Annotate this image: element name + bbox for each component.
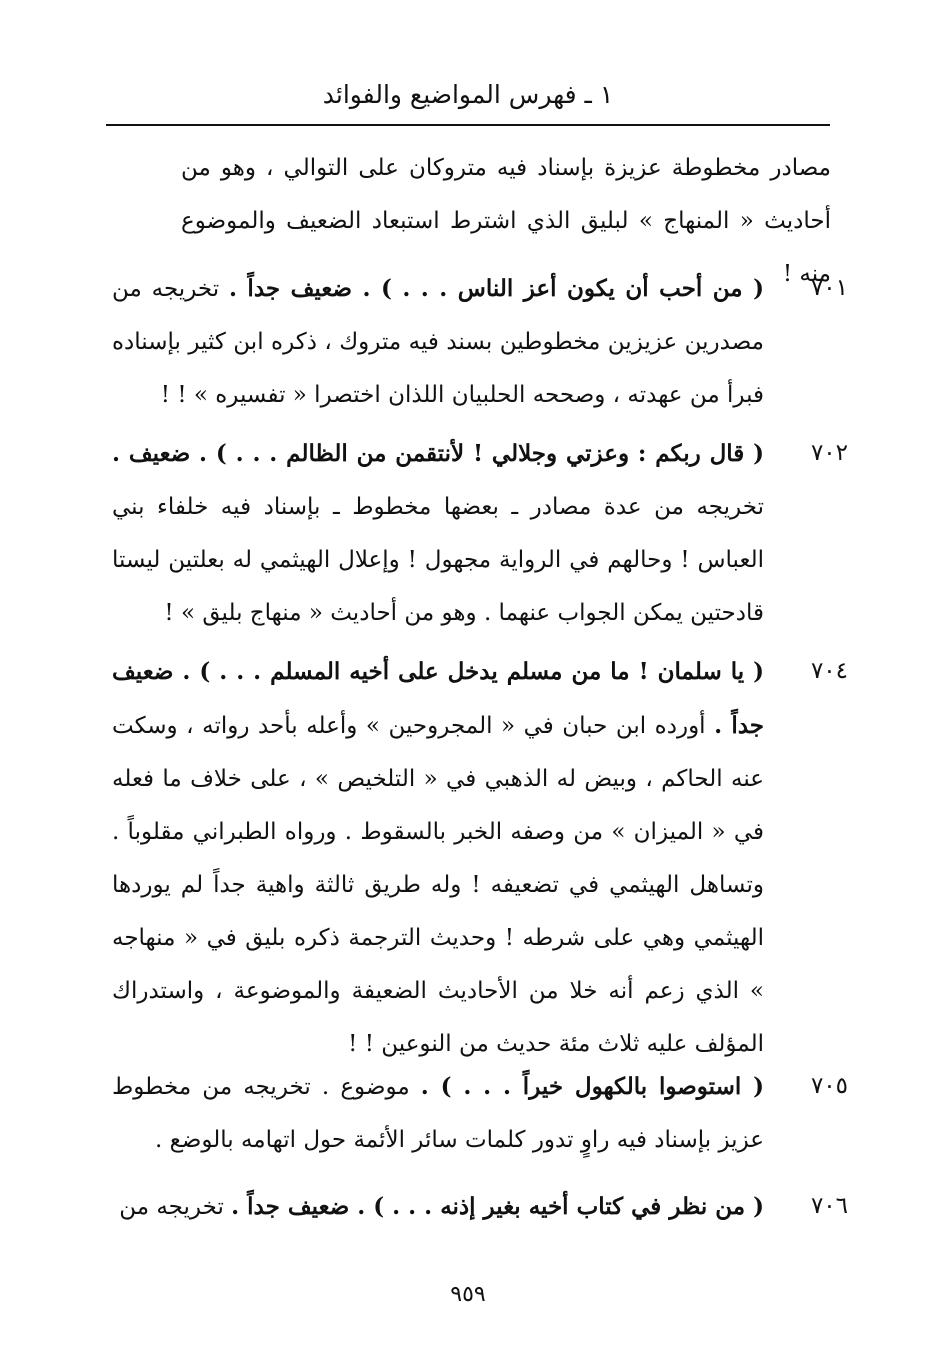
hadith-title: ( من أحب أن يكون أعز الناس . . . ) . ضعيف جداً . — [228, 275, 764, 302]
entry-number: ٧٠٦ — [810, 1193, 848, 1219]
page-header-title: ١ ـ فهرس المواضيع والفوائد — [322, 80, 614, 109]
entry-number: ٧٠١ — [810, 275, 848, 301]
entry-text — [112, 645, 764, 1071]
entry-number: ٧٠٢ — [810, 440, 848, 466]
entry-commentary: أورده ابن حبان في « المجروحين » وأعله بأحد رواته ، وسكت عنه الحاكم ، وبيض له الذهبي في « التلخيص » ، على خلاف ما فعله في « الميزان » من وصفه الخبر بالسقوط . ورواه الطبراني مقلوباً . وتساهل الهيثمي في تضعيفه ! وله طريق ثالثة واهية جداً لم يوردها الهيثمي وهي على شرطه ! وحديث الترجمة ذكره بليق في « منهاجه » الذي زعم أنه خلا من الأحاديث الضعيفة والموضوعة ، واستدراك المؤلف عليه ثلاث مئة حديث من النوعين ! ! — [112, 713, 764, 1057]
entry-text — [112, 262, 764, 422]
hadith-title: ( يا سلمان ! ما من مسلم يدخل على أخيه المسلم . . . ) . ضعيف جداً . — [112, 658, 764, 739]
entry-commentary: تخريجه من عدة مصادر ـ بعضها مخطوط ـ بإسناد فيه خلفاء بني العباس ! وحالهم في الرواية مجهول ! وإعلال الهيثمي له بعلتين ليستا قادحتين يمكن الجواب عنهما . وهو من أحاديث « منهاج بليق » ! — [112, 494, 764, 626]
intro-paragraph: مصادر مخطوطة عزيزة بإسناد فيه متروكان على التوالي ، وهو من أحاديث « المنهاج » لبليق الذي اشترط استبعاد الضعيف والموضوع منه ! — [181, 155, 831, 287]
entry-number: ٧٠٥ — [810, 1073, 848, 1099]
entry-commentary: تخريجه من مصدرين عزيزين مخطوطين بسند فيه متروك ، ذكره ابن كثير بإسناده فبرأ من عهدته ، وصححه الحلبيان اللذان اختصرا « تفسيره » ! ! — [112, 276, 764, 408]
entry-commentary: موضوع . تخريجه من مخطوط عزيز بإسناد فيه راوٍ تدور كلمات سائر الأئمة حول اتهامه بالوضع . — [112, 1074, 764, 1153]
entry-commentary: تخريجه من — [119, 1194, 232, 1220]
entry-number: ٧٠٤ — [810, 658, 848, 684]
header-divider — [106, 124, 830, 126]
entry-text — [112, 427, 764, 640]
hadith-title: ( استوصوا بالكهول خيراً . . . ) . — [420, 1073, 764, 1100]
entry-text — [112, 1180, 764, 1234]
page-number: ٩٥٩ — [450, 1282, 486, 1307]
hadith-title: ( من نظر في كتاب أخيه بغير إذنه . . . ) . ضعيف جداً . — [231, 1193, 764, 1220]
hadith-title: ( قال ربكم : وعزتي وجلالي ! لأنتقمن من الظالم . . . ) . ضعيف . — [112, 440, 764, 467]
entry-text — [112, 1060, 764, 1167]
